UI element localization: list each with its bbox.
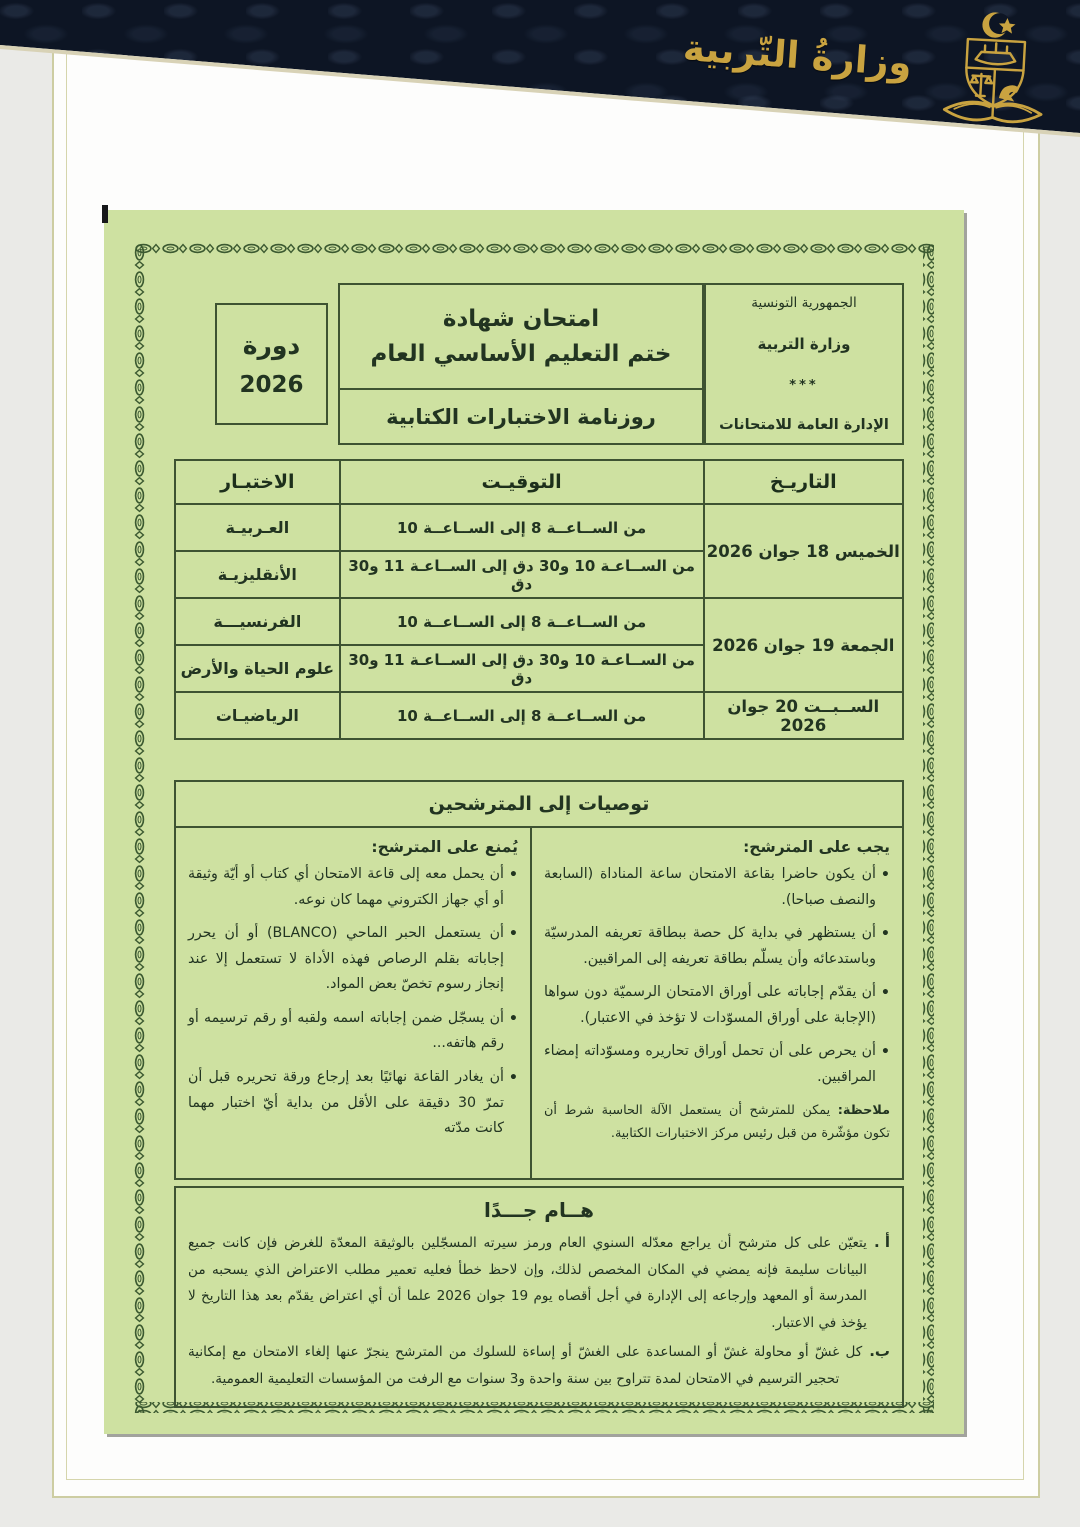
session-label: دورة <box>242 330 301 360</box>
important-title: هــام جـــدًا <box>484 1198 594 1222</box>
org-box <box>704 283 904 445</box>
subject-cell: الأنقليزيـة <box>175 551 340 598</box>
time-cell: من الســاعـة 10 و30 دق إلى الســاعـة 11 و30 دق <box>340 645 704 692</box>
column-header-time: التوقيـت <box>340 460 704 504</box>
must-list <box>544 862 890 1091</box>
org-republic-line: الجمهورية التونسية <box>751 295 857 311</box>
org-stars: *** <box>789 377 819 393</box>
date-cell: الســبــت 20 جوان 2026 <box>704 692 903 739</box>
subject-cell: الرياضيـات <box>175 692 340 739</box>
forbidden-item: • أن يسجّل ضمن إجاباته اسمه ولقبه أو رقم ترسيمه أو رقم هاتفه... <box>188 1006 518 1057</box>
paper-corner-mark <box>102 205 108 223</box>
subject-cell: العـربيـة <box>175 504 340 551</box>
date-cell: الجمعة 19 جوان 2026 <box>704 598 903 692</box>
date-cell: الخميس 18 جوان 2026 <box>704 504 903 598</box>
ministry-name-calligraphy: وزارةُ التّربية <box>681 26 914 85</box>
item-text: كل غشّ أو محاولة غشّ أو المساعدة على الغشّ أو إساءة للسلوك من المترشح ينجرّ عنها إلغاء الامتحان مع إمكانية تحجير الترسيم في الامتحان لمدة تتراوح بين سنة واحدة و3 سنوات مع الرفت من المؤسسات التعليمية العمومية. <box>188 1344 863 1387</box>
important-item-a <box>188 1230 890 1336</box>
org-administration-line: الإدارة العامة للامتحانات <box>719 416 889 433</box>
must-item: • أن يستظهر في بداية كل حصة ببطاقة تعريفه المدرسيّة وباستدعائه وأن يسلّم بطاقة تعريفه إلى المراقبين. <box>544 921 890 972</box>
forbidden-item: • أن يستعمل الحبر الماحي (BLANCO) أو أن يحرر إجاباته بقلم الرصاص فهذه الأداة لا تستعمل إلا عند إنجاز رسوم تخصّ بعض المواد. <box>188 921 518 998</box>
schedule-row <box>175 692 903 739</box>
schedule-table <box>174 459 904 740</box>
exam-title-box <box>338 283 704 445</box>
forbidden-column <box>176 828 530 1178</box>
important-item-b <box>188 1339 890 1392</box>
time-cell: من الســاعــة 8 إلى الســاعــة 10 <box>340 692 704 739</box>
schedule-header-row <box>175 460 903 504</box>
subject-cell: علوم الحياة والأرض <box>175 645 340 692</box>
recommendations-box <box>174 780 904 1180</box>
exam-title-line1: امتحان شهادة <box>442 306 600 332</box>
forbidden-item: • أن يحمل معه إلى قاعة الامتحان أي كتاب أو أيّة وثيقة أو أي جهاز الكتروني مهما كان نوعه. <box>188 862 518 913</box>
item-marker: ب. <box>869 1342 890 1360</box>
item-text: يتعيّن على كل مترشح أن يراجع معدّله السنوي العام ورمز سيرته المسجّلين بالوثيقة المعدّة للغرض فإن كانت جميع البيانات سليمة فإنه يمضي في المكان المخصص لذلك، وإن لاحظ خطأ فعليه تعمير مطلب الاعتراض الذي يسحبه من المدرسة أو المعهد وإرجاعه إلى الإدارة في أجل أقصاه يوم 19 جوان 2026 علما أن أي اعتراض يقدّم بعد هذا التاريخ لا يؤخذ في الاعتبار. <box>188 1235 867 1331</box>
note-label: ملاحظة: <box>837 1102 890 1118</box>
subject-cell: الفرنسيـــة <box>175 598 340 645</box>
recommendations-columns <box>176 828 902 1178</box>
forbidden-list <box>188 862 518 1142</box>
must-item: • أن يكون حاضرا بقاعة الامتحان ساعة المناداة (السابعة والنصف صباحا). <box>544 862 890 913</box>
recommendations-title: توصيات إلى المترشحين <box>176 782 902 828</box>
session-year: 2026 <box>239 371 304 398</box>
exam-subtitle: روزنامة الاختبارات الكتابية <box>340 388 702 443</box>
item-marker: أ . <box>873 1233 890 1251</box>
calculator-note <box>544 1099 890 1146</box>
forbidden-item: • أن يغادر القاعة نهائيًا بعد إرجاع ورقة تحريره قبل أن تمرّ 30 دقيقة على الأقل من بداية أيّ اختبار مهما كانت مدّته <box>188 1065 518 1142</box>
paper-content <box>174 210 904 1408</box>
note-text: يمكن للمترشح أن يستعمل الآلة الحاسبة شرط أن تكون مؤشّرة من قبل رئيس مركز الاختبارات الكتابية. <box>544 1102 890 1142</box>
session-box <box>215 303 328 425</box>
exam-paper <box>104 210 964 1434</box>
must-item: • أن يحرص على أن تحمل أوراق تحاريره ومسوّداته إمضاء المراقبين. <box>544 1039 890 1090</box>
column-header-date: التاريـخ <box>704 460 903 504</box>
time-cell: من الســاعــة 8 إلى الســاعــة 10 <box>340 598 704 645</box>
exam-title-line2: ختم التعليم الأساسي العام <box>370 340 672 367</box>
schedule-row <box>175 504 903 551</box>
time-cell: من الســاعـة 10 و30 دق إلى الســاعـة 11 و30 دق <box>340 551 704 598</box>
column-header-subject: الاختبـار <box>175 460 340 504</box>
org-ministry-line: وزارة التربية <box>757 335 851 354</box>
paper-header <box>174 283 904 445</box>
must-item: • أن يقدّم إجاباته على أوراق الامتحان الرسميّة دون سواها (الإجابة على أوراق المسوّدات لا تؤخذ في الاعتبار). <box>544 980 890 1031</box>
forbidden-heading: يُمنع على المترشح: <box>371 838 518 856</box>
must-column <box>530 828 902 1178</box>
important-box <box>174 1186 904 1408</box>
schedule-row <box>175 598 903 645</box>
tunisia-coat-of-arms-icon <box>925 0 1066 137</box>
exam-title <box>340 285 702 388</box>
time-cell: من الســاعــة 8 إلى الســاعــة 10 <box>340 504 704 551</box>
must-heading: يجب على المترشح: <box>743 838 890 856</box>
